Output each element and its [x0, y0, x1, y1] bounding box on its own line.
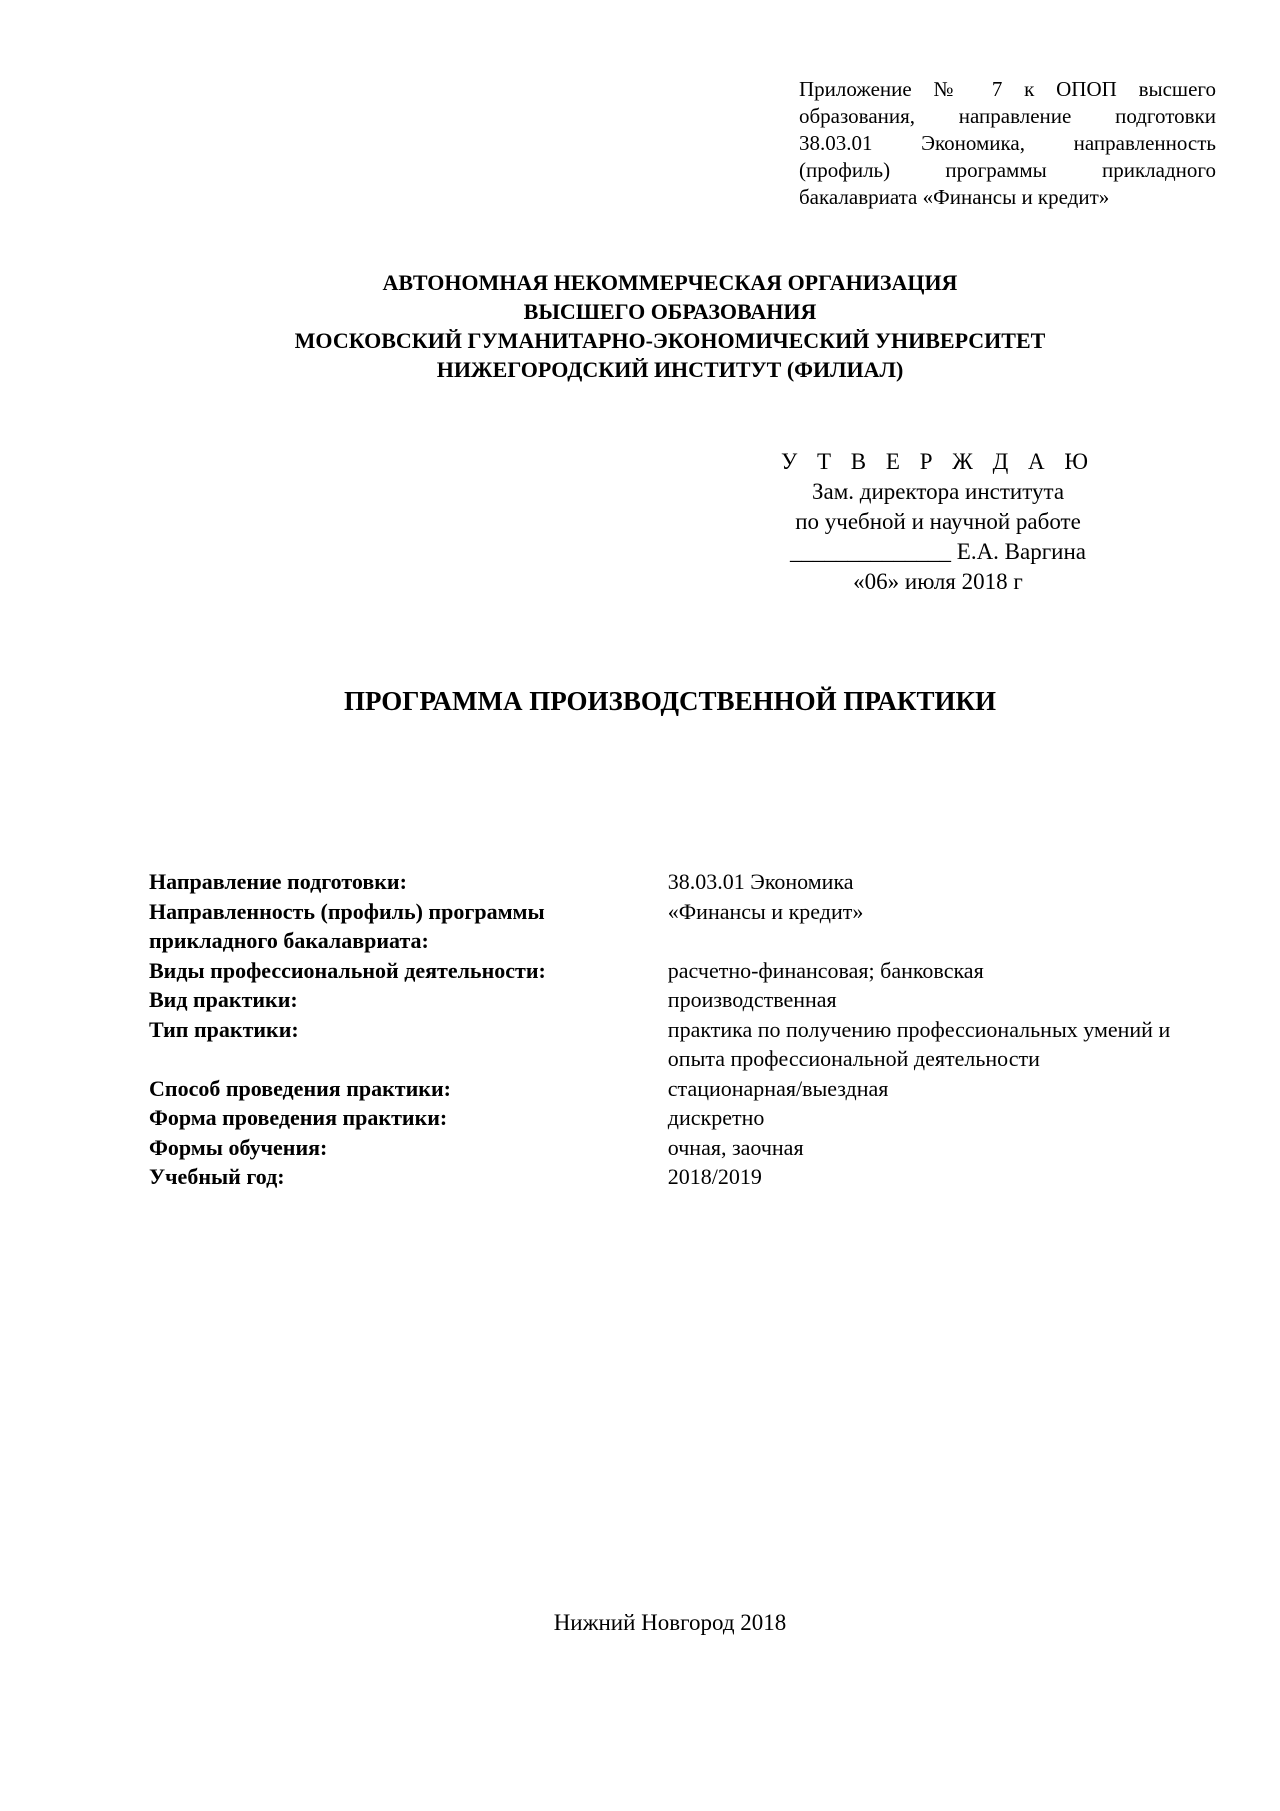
approval-position-line-1: Зам. директора института [811, 479, 1065, 504]
detail-value: практика по получению профессиональных умений и опыта профессиональной деятельности [667, 1016, 1171, 1071]
detail-label: Направление подготовки: [149, 869, 407, 894]
approval-block [748, 447, 1128, 597]
detail-row [149, 1162, 1229, 1192]
detail-value: производственная [667, 987, 837, 1012]
detail-value: 38.03.01 Экономика [667, 869, 854, 894]
city-year: Нижний Новгород 2018 [553, 1610, 787, 1635]
organization-line-4: НИЖЕГОРОДСКИЙ ИНСТИТУТ (ФИЛИАЛ) [436, 357, 904, 382]
detail-row [149, 1103, 1229, 1133]
practice-details-table [149, 867, 1229, 1192]
detail-row [149, 1015, 1229, 1074]
approval-date: «06» июля 2018 г [853, 569, 1023, 594]
detail-row [149, 985, 1229, 1015]
detail-value: 2018/2019 [667, 1164, 762, 1189]
document-title: ПРОГРАММА ПРОИЗВОДСТВЕННОЙ ПРАКТИКИ [343, 686, 997, 716]
approval-position-line-2: по учебной и научной работе [795, 509, 1081, 534]
detail-row [149, 897, 1229, 956]
detail-label: Тип практики: [149, 1016, 299, 1042]
detail-row [149, 1074, 1229, 1104]
detail-label: Направленность (профиль) программы прикладного бакалавриата: [149, 898, 545, 953]
detail-value: стационарная/выездная [667, 1075, 889, 1101]
approval-word: У Т В Е Р Ж Д А Ю [780, 449, 1096, 474]
detail-row [149, 956, 1229, 986]
detail-label: Виды профессиональной деятельности: [149, 957, 546, 983]
detail-value: «Финансы и кредит» [667, 898, 864, 924]
detail-label: Учебный год: [149, 1164, 285, 1189]
appendix-note: Приложение № 7 к ОПОП высшего образования, направление подготовки 38.03.01 Экономика, направленность (профиль) программы прикладного бакалавриата «Финансы и кредит» [799, 77, 1216, 209]
detail-row [149, 1133, 1229, 1163]
detail-label: Форма проведения практики: [149, 1105, 448, 1130]
approval-signature-line: ______________ Е.А. Варгина [790, 539, 1086, 564]
organization-line-2: ВЫСШЕГО ОБРАЗОВАНИЯ [523, 299, 817, 324]
organization-line-3: МОСКОВСКИЙ ГУМАНИТАРНО-ЭКОНОМИЧЕСКИЙ УНИВЕРСИТЕТ [294, 328, 1046, 353]
detail-row [149, 867, 1229, 897]
detail-value: расчетно-финансовая; банковская [667, 957, 984, 983]
detail-label: Формы обучения: [149, 1134, 328, 1160]
detail-value: дискретно [667, 1105, 765, 1130]
organization-line-1: АВТОНОМНАЯ НЕКОММЕРЧЕСКАЯ ОРГАНИЗАЦИЯ [382, 270, 958, 295]
organization-header [0, 268, 1280, 384]
detail-label: Вид практики: [149, 987, 298, 1012]
detail-label: Способ проведения практики: [149, 1075, 451, 1101]
detail-value: очная, заочная [667, 1134, 804, 1160]
